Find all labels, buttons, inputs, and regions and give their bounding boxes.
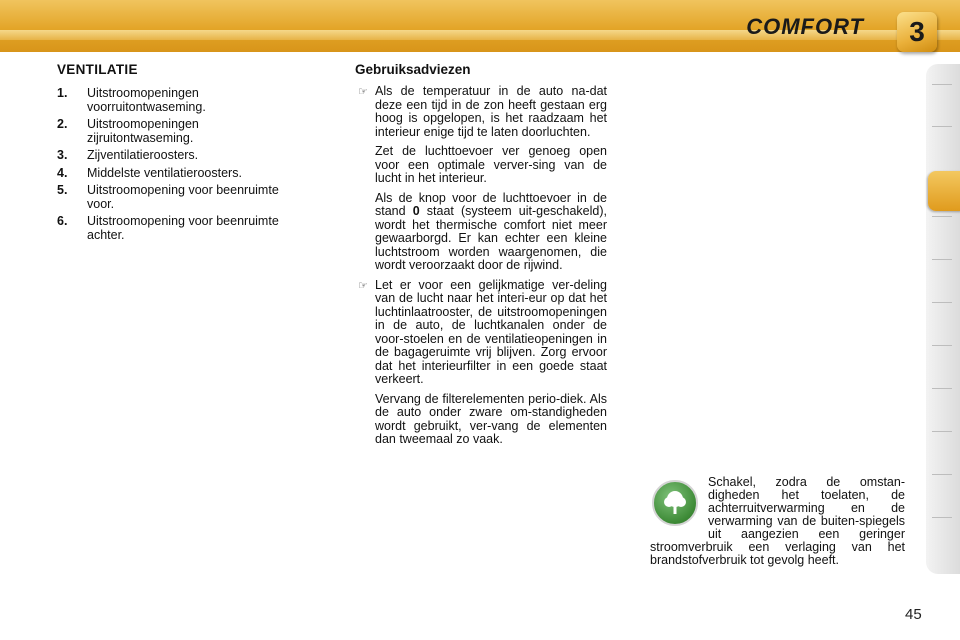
list-item: [57, 149, 287, 163]
advice-bullet: [355, 279, 607, 387]
usage-advice-column: [355, 62, 607, 453]
list-item: [57, 167, 287, 181]
advice-text: Als de knop voor de luchttoevoer in de stand: [375, 190, 607, 218]
eco-note-text: Schakel, zodra de omstan-digheden het toelaten, de achterruitverwarming en de verwarming van de buiten-spiegels uit aangezien een geringer stroomverbruik een verlaging van het brandstofverbruik tot gevolg heeft.: [650, 475, 905, 567]
item-number: 5.: [57, 183, 68, 197]
advice-bullet: [355, 85, 607, 139]
tree-icon: [652, 480, 698, 526]
item-number: 2.: [57, 117, 68, 131]
item-text: Uitstroomopeningen voorruitontwaseming.: [87, 86, 206, 114]
item-text: Uitstroomopening voor beenruimte voor.: [87, 183, 279, 211]
chapter-tabs: [926, 64, 960, 584]
tab-divider: [932, 517, 952, 518]
pointing-hand-icon: ☞: [358, 86, 368, 98]
item-text: Uitstroomopening voor beenruimte achter.: [87, 214, 279, 242]
knob-position-value: 0: [412, 204, 420, 218]
list-item: [57, 87, 287, 114]
advice-paragraph: [355, 192, 607, 273]
tab-divider: [932, 302, 952, 303]
list-item: [57, 118, 287, 145]
tab-divider: [932, 345, 952, 346]
advice-paragraph: Vervang de filterelementen perio-diek. Als de auto onder zware om-standigheden wordt gebruikt, ver-vang de elementen dan tweemaal zo vaak.: [375, 391, 607, 446]
advice-paragraph: Zet de luchttoevoer ver genoeg open voor een optimale verver-sing van de lucht in het interieur.: [375, 144, 607, 185]
item-text: Middelste ventilatieroosters.: [87, 165, 242, 180]
eco-note: [650, 476, 905, 567]
tab-divider: [932, 388, 952, 389]
tab-divider: [932, 84, 952, 85]
item-number: 3.: [57, 148, 68, 162]
page-number: 45: [905, 606, 922, 623]
section-title-gebruiksadviezen: Gebruiksadviezen: [355, 62, 471, 77]
item-number: 6.: [57, 214, 68, 228]
advice-text: Let er voor een gelijkmatige ver-deling van de lucht naar het interi-eur op dat het luchtinlaatrooster, de uitstroomopeningen in de auto, de luchtkanalen onder de voor-stoelen en de ventilatieopeningen in de bagageruimte vrij blijven. Zorg ervoor dat het interieurfilter in een goede staat verkeert.: [375, 277, 607, 386]
active-chapter-tab[interactable]: [928, 171, 960, 211]
pointing-hand-icon: ☞: [358, 279, 368, 292]
tab-divider: [932, 126, 952, 127]
list-item: [57, 184, 287, 211]
item-number: 1.: [57, 86, 68, 100]
page-header: [0, 0, 960, 52]
item-text: Uitstroomopeningen zijruitontwaseming.: [87, 117, 199, 145]
list-item: [57, 215, 287, 242]
section-title-ventilatie: VENTILATIE: [57, 62, 138, 77]
tab-rail: [926, 64, 960, 574]
tab-divider: [932, 216, 952, 217]
item-text: Zijventilatieroosters.: [87, 148, 199, 162]
chapter-title: COMFORT: [746, 14, 864, 39]
advice-text: Als de temperatuur in de auto na-dat deze een tijd in de zon heeft gestaan erg hoog is opgelopen, is het raadzaam het interieur enige tijd te laten doorluchten.: [375, 84, 607, 139]
vent-list: [57, 87, 287, 246]
item-number: 4.: [57, 165, 68, 180]
chapter-number-badge: 3: [897, 12, 937, 52]
advice-text: staat (systeem uit-geschakeld), wordt het thermische comfort niet meer gewaarborgd. Er kan echter een kleine luchtstroom worden waargenomen, die wordt veroorzaakt door de rijwind.: [375, 204, 607, 272]
tab-divider: [932, 259, 952, 260]
tab-divider: [932, 474, 952, 475]
tab-divider: [932, 431, 952, 432]
